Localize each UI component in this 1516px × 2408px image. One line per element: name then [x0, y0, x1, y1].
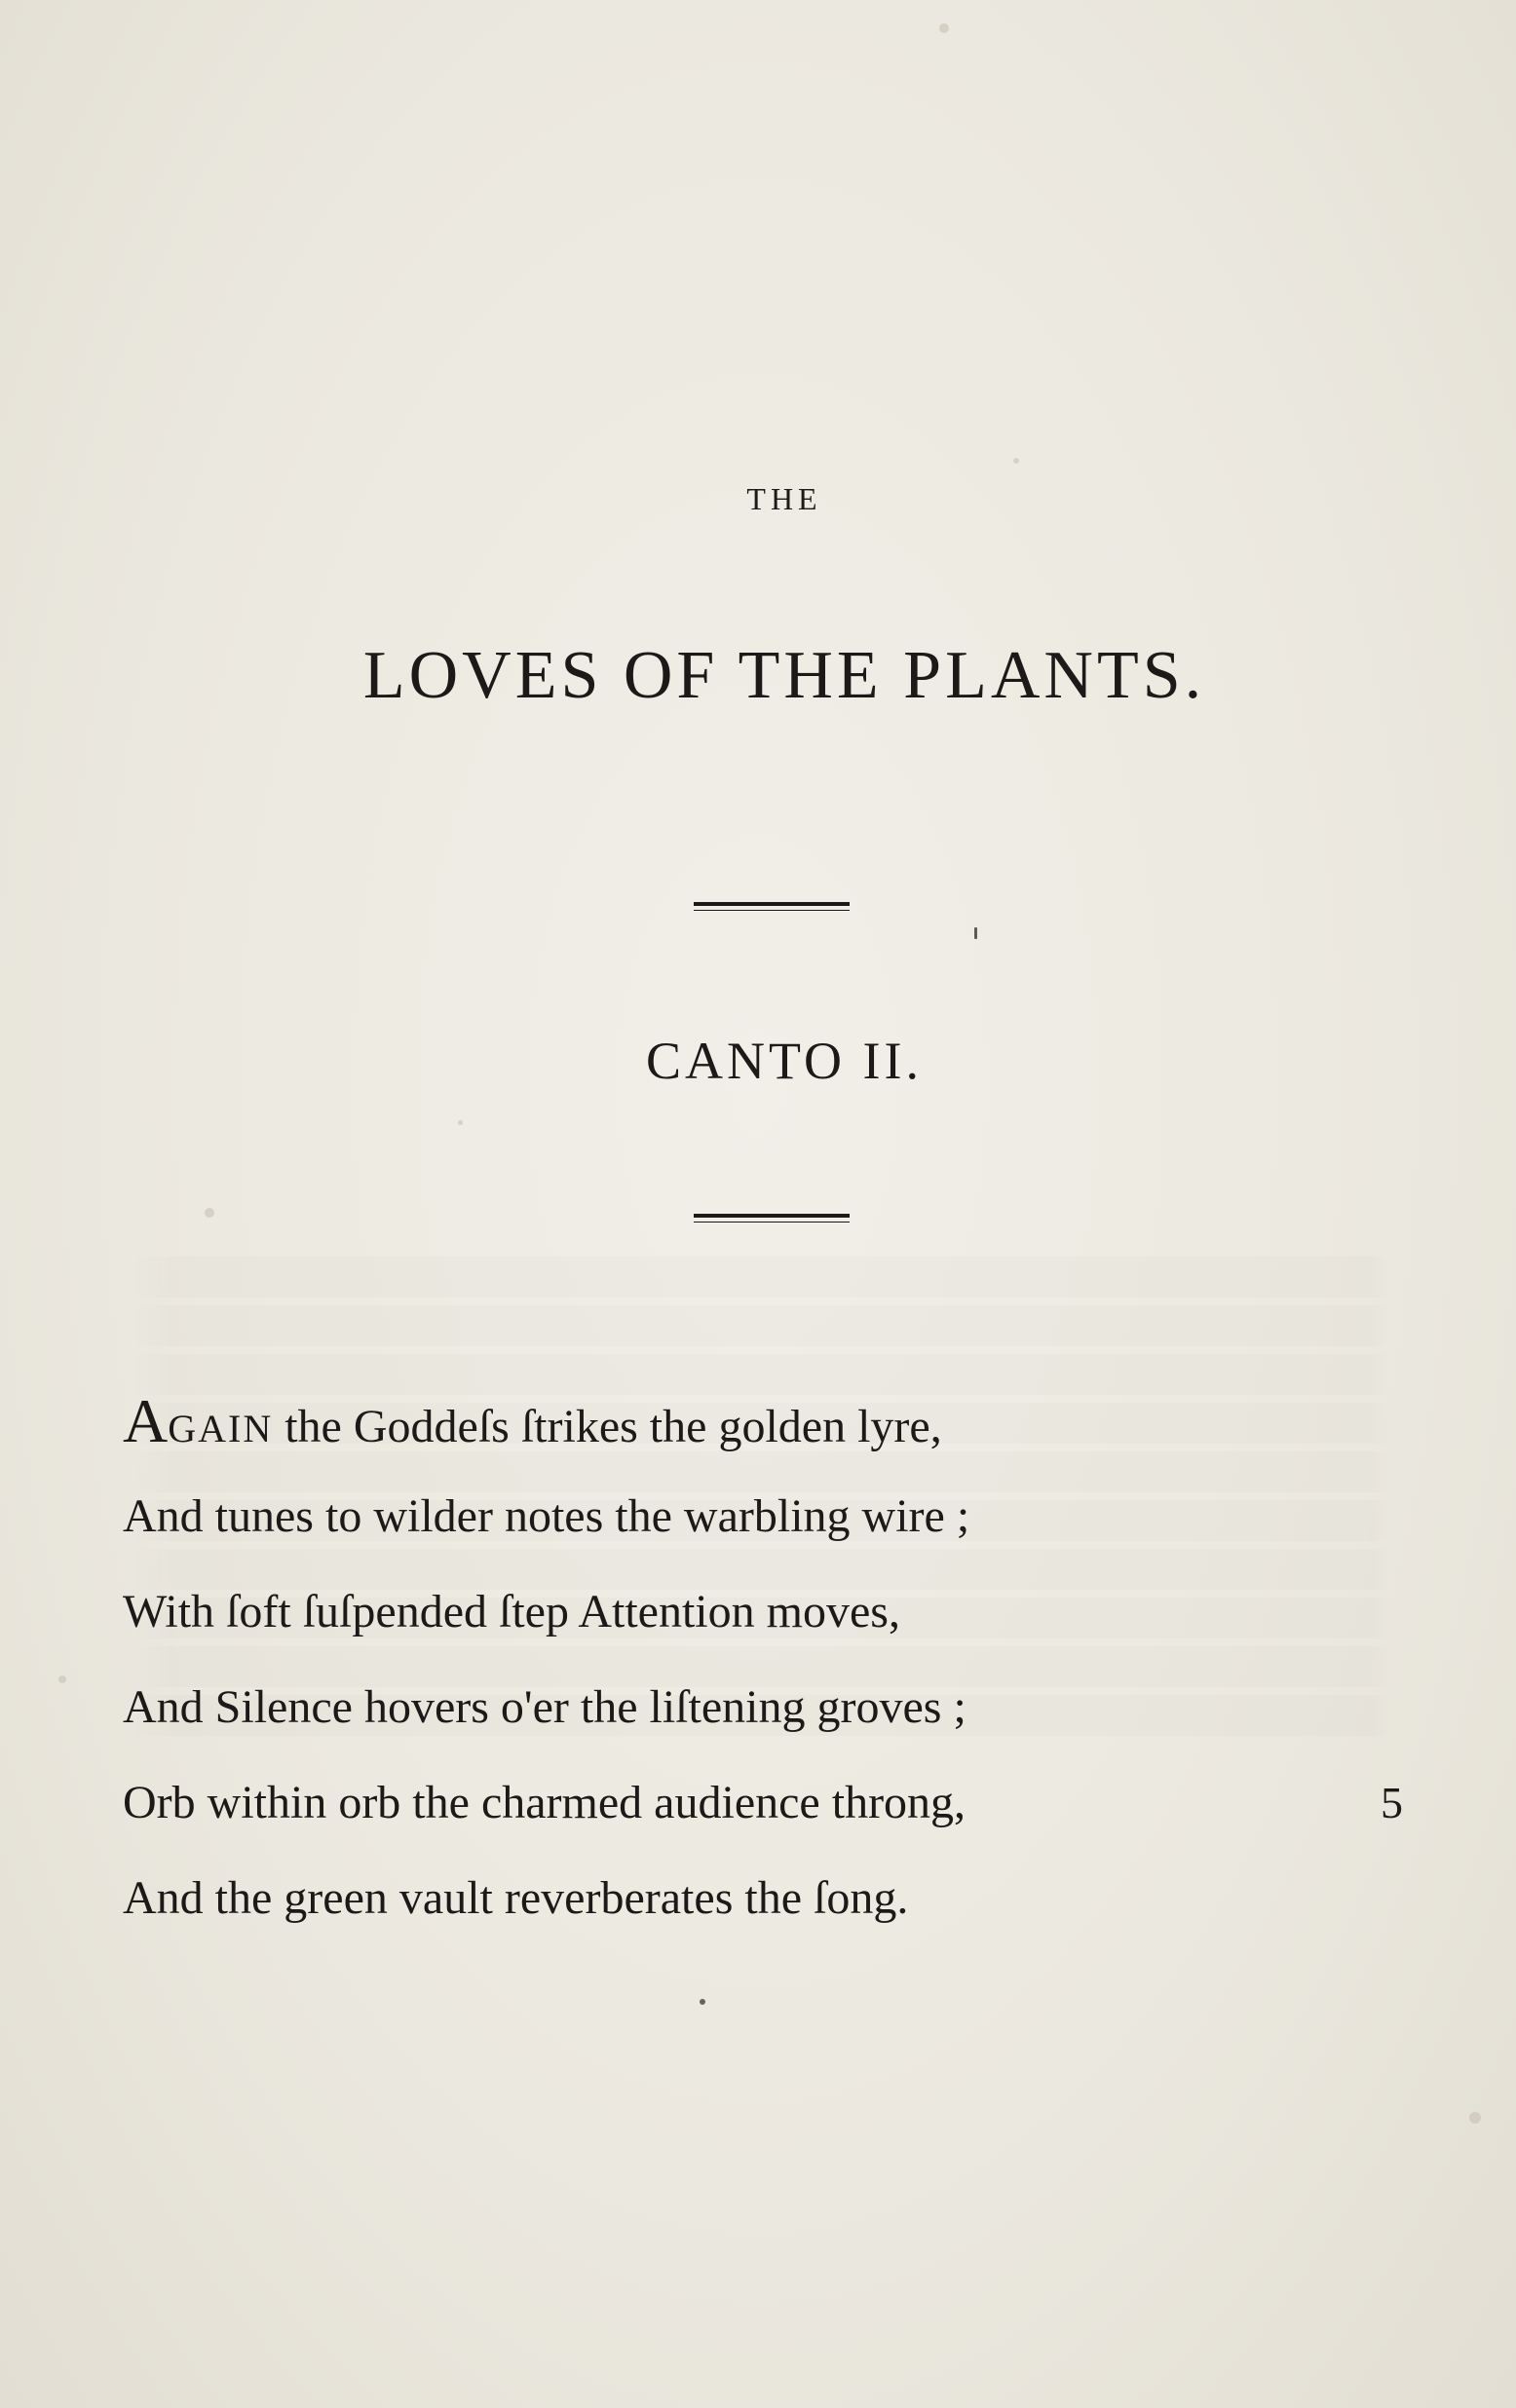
- double-rule-divider: [694, 1214, 850, 1223]
- paper-speck: [458, 1120, 463, 1125]
- line-text: And tunes to wilder notes the warbling wire ;: [123, 1490, 970, 1542]
- paper-speck: [1469, 2112, 1481, 2124]
- line-text: And Silence hovers o'er the liſtening groves ;: [123, 1681, 966, 1733]
- paper-speck: [1013, 458, 1019, 464]
- paper-speck: [205, 1208, 214, 1218]
- line-text: the Goddeſs ſtrikes the golden lyre,: [273, 1401, 942, 1452]
- poem-stanza: [123, 1373, 1428, 1946]
- page-title: LOVES OF THE PLANTS.: [362, 638, 1206, 713]
- poem-line: [123, 1373, 1428, 1469]
- poem-line: [123, 1564, 1428, 1660]
- canto-heading: CANTO II.: [646, 1032, 923, 1090]
- small-caps-word: GAIN: [168, 1407, 274, 1450]
- double-rule-divider: [694, 902, 850, 911]
- paper-speck: [939, 23, 949, 33]
- line-number: 5: [1381, 1778, 1403, 1827]
- paper-speck: [974, 927, 977, 939]
- heading-the: THE: [746, 481, 822, 516]
- poem-line: [123, 1851, 1428, 1946]
- line-text: And the green vault reverberates the ſong.: [123, 1872, 909, 1924]
- poem-line: [123, 1755, 1428, 1851]
- line-text: With ſoft ſuſpended ſtep Attention moves,: [123, 1586, 900, 1637]
- paper-speck: [58, 1675, 66, 1683]
- paper-speck: [700, 1999, 705, 2005]
- line-text: Orb within orb the charmed audience throng,: [123, 1777, 966, 1828]
- poem-line: [123, 1660, 1428, 1755]
- drop-cap: A: [123, 1386, 169, 1455]
- poem-line: [123, 1469, 1428, 1564]
